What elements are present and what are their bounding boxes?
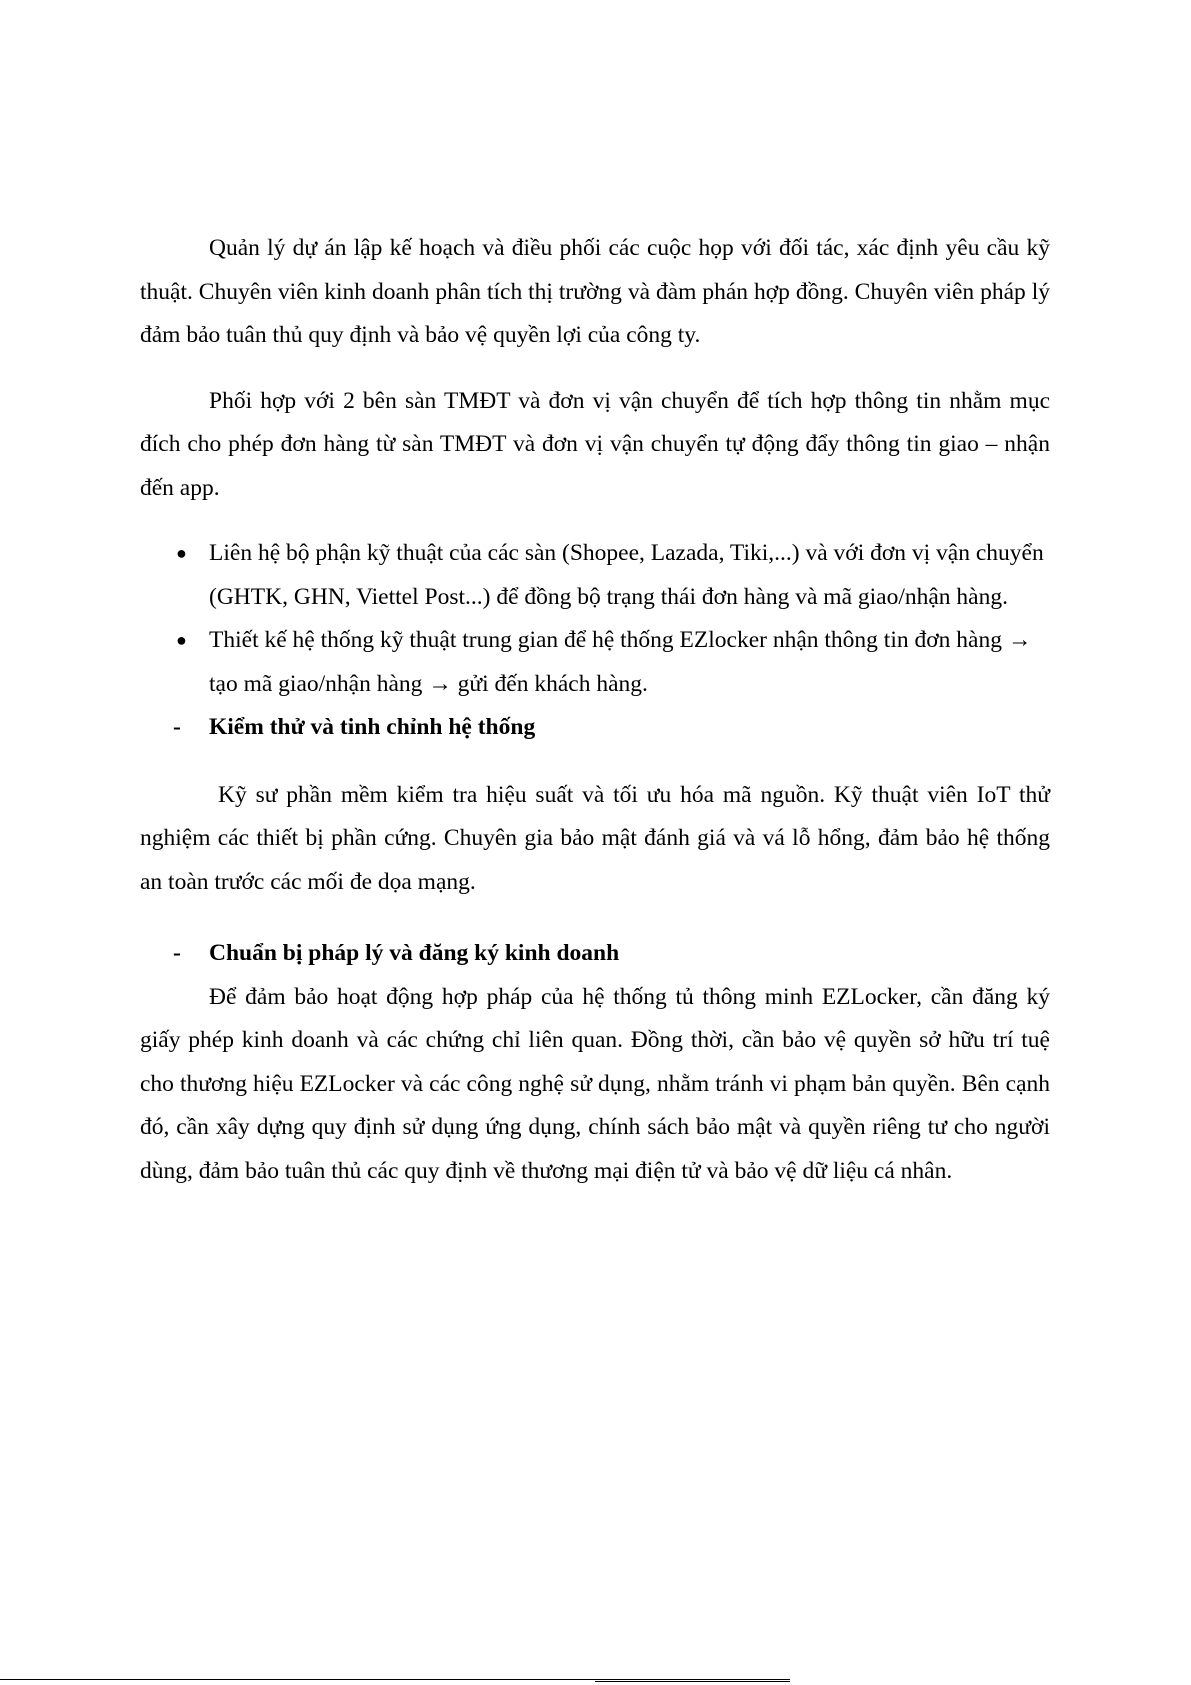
paragraph-legal: Để đảm bảo hoạt động hợp pháp của hệ thống tủ thông minh EZLocker, cần đăng ký giấy phép kinh doanh và các chứng chỉ liên quan. Đồng thời, cần bảo vệ quyền sở hữu trí tuệ cho thương hiệu EZLocker và các công nghệ sử dụng, nhằm tránh vi phạm bản quyền. Bên cạnh đó, cần xây dựng quy định sử dụng ứng dụng, chính sách bảo mật và quyền riêng tư cho người dùng, đảm bảo tuân thủ các quy định về thương mại điện tử và bảo vệ dữ liệu cá nhân. <box>140 983 1050 1184</box>
dash-marker: - <box>173 714 181 740</box>
section-heading-text: Kiểm thử và tinh chỉnh hệ thống <box>209 714 536 740</box>
integration-bullet-list <box>140 532 1050 706</box>
bullet-icon: ● <box>176 543 187 563</box>
paragraph-project-coordination: Quản lý dự án lập kế hoạch và điều phối các cuộc họp với đối tác, xác định yêu cầu kỹ thuật. Chuyên viên kinh doanh phân tích thị trường và đàm phán hợp đồng. Chuyên viên pháp lý đảm bảo tuân thủ quy định và bảo vệ quyền lợi của công ty. <box>140 235 1050 348</box>
section-heading-legal <box>140 932 1050 976</box>
section-heading-text: Chuẩn bị pháp lý và đăng ký kinh doanh <box>209 940 620 966</box>
dash-marker: - <box>173 940 181 966</box>
bullet-text: Thiết kế hệ thống kỹ thuật trung gian để hệ thống EZlocker nhận thông tin đơn hàng → tạo mã giao/nhận hàng → gửi đến khách hàng. <box>209 627 1032 697</box>
paragraph-ecommerce-integration: Phối hợp với 2 bên sàn TMĐT và đơn vị vận chuyển để tích hợp thông tin nhằm mục đích cho phép đơn hàng từ sàn TMĐT và đơn vị vận chuyển tự động đẩy thông tin giao – nhận đến app. <box>140 387 1050 501</box>
page-bottom-rule-secondary <box>595 1681 790 1682</box>
bullet-text: Liên hệ bộ phận kỹ thuật của các sàn (Shopee, Lazada, Tiki,...) và với đơn vị vận chuyển (GHTK, GHN, Viettel Post...) để đồng bộ trạng thái đơn hàng và mã giao/nhận hàng. <box>209 540 1044 610</box>
document-body <box>140 227 1050 1193</box>
paragraph-testing: Kỹ sư phần mềm kiểm tra hiệu suất và tối ưu hóa mã nguồn. Kỹ thuật viên IoT thử nghiệm các thiết bị phần cứng. Chuyên gia bảo mật đánh giá và vá lỗ hổng, đảm bảo hệ thống an toàn trước các mối đe dọa mạng. <box>140 781 1050 895</box>
page-bottom-rule <box>0 1679 790 1680</box>
list-item <box>140 619 1050 706</box>
list-item <box>140 532 1050 619</box>
bullet-icon: ● <box>176 630 187 650</box>
section-heading-testing <box>140 706 1050 750</box>
